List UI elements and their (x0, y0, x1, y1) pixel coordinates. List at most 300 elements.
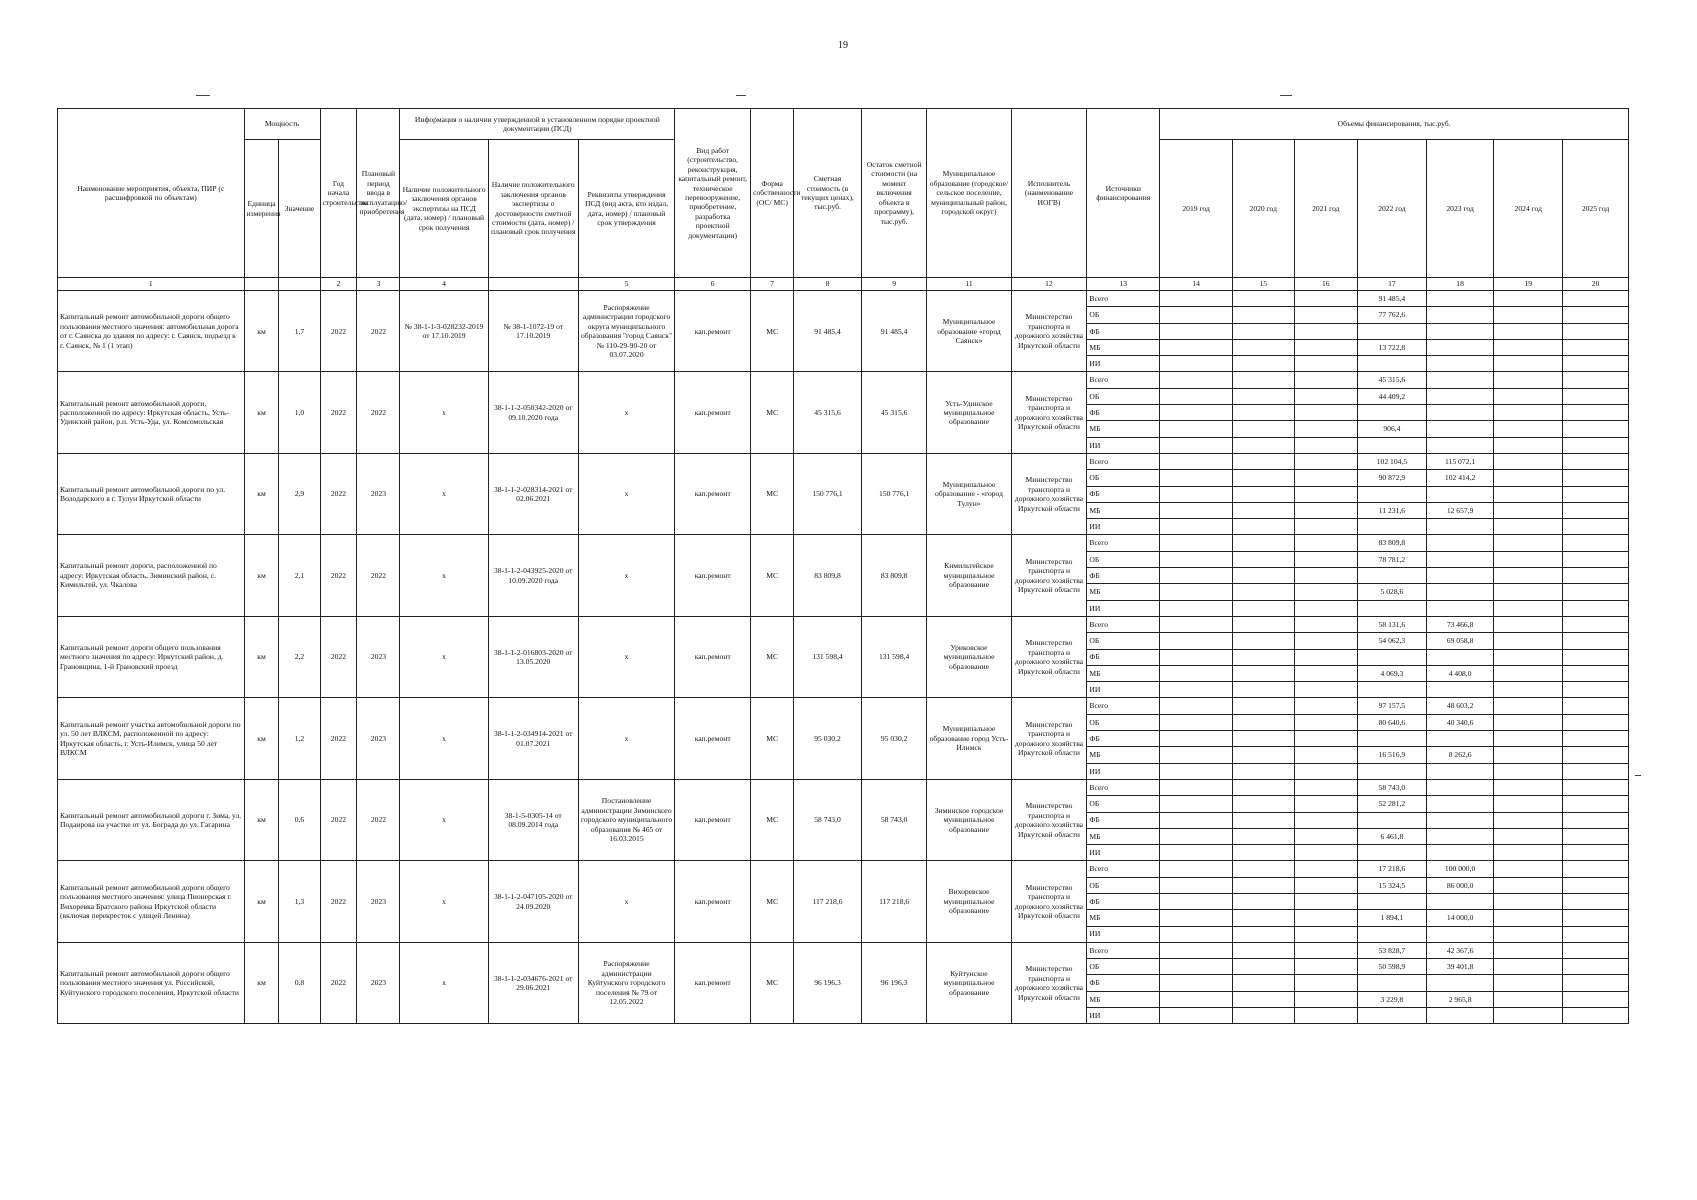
funding-source: ОБ (1087, 388, 1160, 404)
financing-amount (1494, 861, 1563, 877)
financing-amount (1294, 959, 1358, 975)
financing-amount: 39 401,8 (1426, 959, 1494, 975)
planned-period: 2023 (357, 942, 400, 1023)
ownership: МС (751, 942, 794, 1023)
ownership: МС (751, 453, 794, 534)
table-row (58, 291, 1629, 307)
financing-amount (1563, 698, 1629, 714)
financing-amount (1294, 665, 1358, 681)
financing-amount (1494, 665, 1563, 681)
column-index-cell: 3 (357, 278, 400, 291)
psd-approval: Распоряжение администрации Куйтунского городского поселения № 79 от 12.05.2022 (578, 942, 674, 1023)
table-row (58, 861, 1629, 877)
financing-amount (1294, 502, 1358, 518)
financing-amount (1160, 519, 1233, 535)
financing-amount (1233, 616, 1295, 632)
financing-amount: 54 062,3 (1358, 633, 1427, 649)
financing-amount (1426, 437, 1494, 453)
executor: Министерство транспорта и дорожного хозяйства Иркутской области (1011, 779, 1087, 860)
start-year: 2022 (320, 453, 357, 534)
column-index-row (58, 278, 1629, 291)
capacity-unit: км (244, 779, 279, 860)
financing-amount: 1 894,1 (1358, 910, 1427, 926)
financing-amount (1294, 633, 1358, 649)
cost-conclusion: 38-1-1-2-047105-2020 от 24.09.2020 (488, 861, 578, 942)
financing-amount (1494, 877, 1563, 893)
capacity-unit: км (244, 372, 279, 453)
financing-amount (1563, 649, 1629, 665)
capacity-unit: км (244, 942, 279, 1023)
financing-amount (1494, 698, 1563, 714)
financing-amount (1563, 502, 1629, 518)
column-index-cell: 17 (1358, 278, 1427, 291)
financing-amount: 45 315,6 (1358, 372, 1427, 388)
financing-amount (1233, 568, 1295, 584)
financing-amount: 100 000,0 (1426, 861, 1494, 877)
funding-source: ИИ (1087, 1008, 1160, 1024)
planned-period: 2022 (357, 291, 400, 372)
financing-amount (1233, 307, 1295, 323)
financing-amount (1160, 1008, 1233, 1024)
financing-amount (1563, 893, 1629, 909)
financing-amount (1233, 975, 1295, 991)
project-name: Капитальный ремонт автомобильной дороги общего пользования местного значения ул. Российской, Куйтунского городского поселения, Иркутской области (58, 942, 245, 1023)
financing-amount (1160, 861, 1233, 877)
project-name: Капитальный ремонт дороги, расположенной по адресу: Иркутская область, Зиминский район, с. Кимильтей, ул. Чкалова (58, 535, 245, 616)
column-index-cell: 18 (1426, 278, 1494, 291)
financing-amount (1494, 502, 1563, 518)
financing-amount (1563, 584, 1629, 600)
financing-amount (1160, 975, 1233, 991)
financing-amount (1160, 339, 1233, 355)
work-type: кап.ремонт (675, 861, 751, 942)
col-conclusion-header: Наличие положительного заключения органов экспертизы на ПСД (дата, номер) / плановый срок получения (400, 140, 488, 278)
financing-amount (1233, 812, 1295, 828)
financing-amount (1563, 812, 1629, 828)
financing-amount (1160, 356, 1233, 372)
start-year: 2022 (320, 616, 357, 697)
funding-source: ИИ (1087, 845, 1160, 861)
column-index-cell: 4 (400, 278, 488, 291)
financing-amount (1233, 959, 1295, 975)
financing-amount (1563, 779, 1629, 795)
capacity-value: 1,7 (279, 291, 320, 372)
funding-source: ИИ (1087, 682, 1160, 698)
col-year-header: 2022 год (1358, 140, 1427, 278)
funding-source: Всего (1087, 453, 1160, 469)
financing-amount (1160, 291, 1233, 307)
financing-amount: 17 218,6 (1358, 861, 1427, 877)
financing-amount (1294, 356, 1358, 372)
funding-source: ФБ (1087, 649, 1160, 665)
planned-period: 2023 (357, 698, 400, 779)
project-name: Капитальный ремонт автомобильной дороги, расположенной по адресу: Иркутская область, Усть-Удинский район, р.п. Усть-Уда, ул. Комсомольская (58, 372, 245, 453)
remaining-cost: 117 218,6 (861, 861, 927, 942)
planned-period: 2022 (357, 779, 400, 860)
financing-amount (1233, 519, 1295, 535)
financing-amount (1160, 502, 1233, 518)
col-psd-info-header: Информация о наличии утвержденной в установленном порядке проектной документации (ПСД) (400, 109, 675, 140)
work-type: кап.ремонт (675, 453, 751, 534)
ownership: МС (751, 861, 794, 942)
financing-amount (1294, 714, 1358, 730)
financing-amount (1160, 828, 1233, 844)
financing-amount (1160, 649, 1233, 665)
capacity-value: 1,3 (279, 861, 320, 942)
financing-amount (1563, 910, 1629, 926)
financing-amount (1426, 323, 1494, 339)
financing-amount (1426, 421, 1494, 437)
financing-amount (1160, 959, 1233, 975)
column-index-cell: 9 (861, 278, 927, 291)
financing-amount (1160, 991, 1233, 1007)
financing-amount (1294, 453, 1358, 469)
column-index-cell: 20 (1563, 278, 1629, 291)
financing-amount (1358, 486, 1427, 502)
financing-amount (1358, 519, 1427, 535)
ownership: МС (751, 372, 794, 453)
funding-source: ИИ (1087, 437, 1160, 453)
financing-amount (1233, 421, 1295, 437)
table-header (58, 109, 1629, 291)
capacity-value: 1,2 (279, 698, 320, 779)
financing-amount: 2 965,8 (1426, 991, 1494, 1007)
funding-source: ОБ (1087, 633, 1160, 649)
financing-amount (1563, 568, 1629, 584)
financing-amount (1294, 372, 1358, 388)
table-row (58, 453, 1629, 469)
financing-amount (1160, 600, 1233, 616)
col-ownership-header: Форма собственности (ОС/ МС) (751, 109, 794, 278)
funding-source: ИИ (1087, 926, 1160, 942)
financing-amount (1563, 714, 1629, 730)
financing-amount (1563, 682, 1629, 698)
financing-amount (1358, 405, 1427, 421)
capacity-unit: км (244, 616, 279, 697)
financing-amount (1233, 845, 1295, 861)
financing-amount (1160, 388, 1233, 404)
executor: Министерство транспорта и дорожного хозяйства Иркутской области (1011, 535, 1087, 616)
financing-amount (1494, 926, 1563, 942)
funding-source: МБ (1087, 502, 1160, 518)
remaining-cost: 58 743,0 (861, 779, 927, 860)
financing-amount: 48 603,2 (1426, 698, 1494, 714)
executor: Министерство транспорта и дорожного хозяйства Иркутской области (1011, 453, 1087, 534)
table-row (58, 535, 1629, 551)
financing-amount (1494, 763, 1563, 779)
executor: Министерство транспорта и дорожного хозяйства Иркутской области (1011, 291, 1087, 372)
positive-conclusion: № 38-1-1-3-028232-2019 от 17.10.2019 (400, 291, 488, 372)
municipality: Усть-Удинское муниципальное образование (927, 372, 1011, 453)
funding-source: ОБ (1087, 877, 1160, 893)
ownership: МС (751, 291, 794, 372)
positive-conclusion: х (400, 616, 488, 697)
positive-conclusion: х (400, 453, 488, 534)
column-index-cell: 14 (1160, 278, 1233, 291)
financing-amount (1494, 1008, 1563, 1024)
financing-amount (1494, 470, 1563, 486)
financing-amount (1294, 600, 1358, 616)
remaining-cost: 95 030,2 (861, 698, 927, 779)
capacity-value: 2,9 (279, 453, 320, 534)
financing-amount (1494, 486, 1563, 502)
funding-source: ОБ (1087, 959, 1160, 975)
financing-amount (1494, 747, 1563, 763)
col-year-header: 2025 год (1563, 140, 1629, 278)
project-name: Капитальный ремонт автомобильной дороги общего пользования местного значения: улица Пионерская г. Вихоревка Братского района Иркутской области (включая перекресток с улицей Ленина) (58, 861, 245, 942)
financing-amount (1358, 649, 1427, 665)
capacity-unit: км (244, 698, 279, 779)
col-unit-header: Единица измерения (244, 140, 279, 278)
financing-amount (1294, 519, 1358, 535)
financing-amount: 11 231,6 (1358, 502, 1427, 518)
financing-amount (1494, 796, 1563, 812)
planned-period: 2023 (357, 861, 400, 942)
col-executor-header: Исполнитель (наименование ИОГВ) (1011, 109, 1087, 278)
financing-amount (1233, 763, 1295, 779)
financing-amount (1233, 714, 1295, 730)
municipality: Кимильтейское муниципальное образование (927, 535, 1011, 616)
capacity-value: 0,8 (279, 942, 320, 1023)
financing-amount: 53 828,7 (1358, 942, 1427, 958)
financing-amount: 58 131,6 (1358, 616, 1427, 632)
financing-amount (1160, 910, 1233, 926)
ownership: МС (751, 779, 794, 860)
financing-amount (1563, 323, 1629, 339)
financing-amount (1494, 405, 1563, 421)
estimated-cost: 131 598,4 (794, 616, 862, 697)
project-name: Капитальный ремонт автомобильной дороги по ул. Володарского в г. Тулун Иркутской области (58, 453, 245, 534)
financing-amount (1233, 388, 1295, 404)
financing-amount (1426, 649, 1494, 665)
estimated-cost: 150 776,1 (794, 453, 862, 534)
funding-source: МБ (1087, 665, 1160, 681)
financing-amount (1563, 747, 1629, 763)
financing-amount: 52 281,2 (1358, 796, 1427, 812)
financing-amount (1358, 845, 1427, 861)
financing-amount (1294, 747, 1358, 763)
col-name-header: Наименование мероприятия, объекта, ПИР (с расшифровкой по объектам) (58, 109, 245, 278)
financing-amount (1160, 633, 1233, 649)
funding-source: ФБ (1087, 731, 1160, 747)
financing-amount (1563, 763, 1629, 779)
financing-amount (1294, 926, 1358, 942)
financing-amount (1494, 959, 1563, 975)
financing-amount (1426, 812, 1494, 828)
column-index-cell: 13 (1087, 278, 1160, 291)
financing-amount: 15 324,5 (1358, 877, 1427, 893)
col-start-year-header: Год начала строительства (320, 109, 357, 278)
financing-amount (1426, 405, 1494, 421)
financing-amount (1233, 649, 1295, 665)
capacity-value: 2,1 (279, 535, 320, 616)
financing-amount (1563, 486, 1629, 502)
financing-amount: 50 598,9 (1358, 959, 1427, 975)
financing-amount (1426, 356, 1494, 372)
financing-amount (1233, 779, 1295, 795)
column-index-cell: 12 (1011, 278, 1087, 291)
table-row (58, 698, 1629, 714)
financing-amount (1233, 893, 1295, 909)
ownership: МС (751, 698, 794, 779)
funding-source: ФБ (1087, 975, 1160, 991)
capacity-unit: км (244, 535, 279, 616)
work-type: кап.ремонт (675, 372, 751, 453)
cost-conclusion: 38-1-1-2-016803-2020 от 13.05.2020 (488, 616, 578, 697)
financing-amount (1233, 470, 1295, 486)
funding-source: МБ (1087, 910, 1160, 926)
financing-amount (1160, 877, 1233, 893)
financing-amount (1563, 372, 1629, 388)
financing-amount: 69 058,8 (1426, 633, 1494, 649)
municipality: Вихоревское муниципальное образование (927, 861, 1011, 942)
funding-source: ФБ (1087, 568, 1160, 584)
financing-amount (1160, 845, 1233, 861)
financing-amount (1294, 470, 1358, 486)
financing-amount (1233, 535, 1295, 551)
start-year: 2022 (320, 942, 357, 1023)
column-index-cell: 2 (320, 278, 357, 291)
funding-source: ИИ (1087, 356, 1160, 372)
start-year: 2022 (320, 535, 357, 616)
financing-amount (1160, 616, 1233, 632)
financing-amount (1294, 535, 1358, 551)
financing-amount: 14 000,0 (1426, 910, 1494, 926)
financing-amount (1494, 307, 1563, 323)
cost-conclusion: 38-1-1-2-034676-2021 от 29.06.2021 (488, 942, 578, 1023)
positive-conclusion: х (400, 535, 488, 616)
project-name: Капитальный ремонт автомобильной дороги общего пользования местного значения: автомобильная дорога от г. Саянска до здания по адресу: г. Саянск, подъезд к г. Саянск, № 1 (1 этап) (58, 291, 245, 372)
financing-amount (1294, 616, 1358, 632)
funding-source: МБ (1087, 828, 1160, 844)
estimated-cost: 91 485,4 (794, 291, 862, 372)
executor: Министерство транспорта и дорожного хозяйства Иркутской области (1011, 942, 1087, 1023)
financing-amount (1294, 893, 1358, 909)
financing-amount (1494, 372, 1563, 388)
financing-amount (1494, 845, 1563, 861)
financing-amount (1563, 339, 1629, 355)
financing-amount (1160, 568, 1233, 584)
col-year-header: 2023 год (1426, 140, 1494, 278)
page-number: 19 (838, 40, 848, 51)
col-value-header: Значение (279, 140, 320, 278)
financing-amount (1160, 535, 1233, 551)
financing-amount (1563, 861, 1629, 877)
financing-amount (1294, 682, 1358, 698)
municipality: Зиминское городское муниципальное образование (927, 779, 1011, 860)
financing-amount (1294, 910, 1358, 926)
planned-period: 2022 (357, 372, 400, 453)
financing-amount (1160, 698, 1233, 714)
financing-amount (1160, 779, 1233, 795)
financing-amount (1294, 307, 1358, 323)
work-type: кап.ремонт (675, 698, 751, 779)
funding-source: ОБ (1087, 551, 1160, 567)
work-type: кап.ремонт (675, 779, 751, 860)
psd-approval: Постановление администрации Зиминского городского муниципального образования № 465 от 16.03.2015 (578, 779, 674, 860)
funding-source: ИИ (1087, 763, 1160, 779)
financing-amount: 73 466,8 (1426, 616, 1494, 632)
financing-amount (1160, 584, 1233, 600)
col-estimated-cost-header: Сметная стоимость (в текущих ценах), тыс.руб. (794, 109, 862, 278)
funding-source: ФБ (1087, 812, 1160, 828)
psd-approval: х (578, 372, 674, 453)
financing-amount: 80 640,6 (1358, 714, 1427, 730)
remaining-cost: 96 196,3 (861, 942, 927, 1023)
col-year-header: 2020 год (1233, 140, 1295, 278)
col-approval-header: Реквизиты утверждения ПСД (вид акта, кто издал, дата, номер) / плановый срок утверждения (578, 140, 674, 278)
financing-amount (1426, 828, 1494, 844)
financing-amount: 78 781,2 (1358, 551, 1427, 567)
estimated-cost: 95 030,2 (794, 698, 862, 779)
financing-amount (1160, 421, 1233, 437)
financing-amount (1426, 519, 1494, 535)
scan-mark (736, 95, 746, 96)
estimated-cost: 83 809,8 (794, 535, 862, 616)
work-type: кап.ремонт (675, 535, 751, 616)
financing-amount (1563, 421, 1629, 437)
financing-amount (1294, 779, 1358, 795)
financing-amount (1563, 665, 1629, 681)
psd-approval: Распоряжение администрации городского округа муниципального образования "город Саянск" № 110-29-90-20 от 03.07.2020 (578, 291, 674, 372)
financing-amount (1294, 421, 1358, 437)
column-index-cell (488, 278, 578, 291)
funding-source: МБ (1087, 584, 1160, 600)
remaining-cost: 131 598,4 (861, 616, 927, 697)
funding-source: ОБ (1087, 470, 1160, 486)
financing-amount (1160, 551, 1233, 567)
financing-amount (1563, 388, 1629, 404)
financing-amount (1294, 828, 1358, 844)
estimated-cost: 45 315,6 (794, 372, 862, 453)
funding-source: ИИ (1087, 600, 1160, 616)
financing-amount (1494, 584, 1563, 600)
financing-amount (1233, 502, 1295, 518)
financing-amount (1294, 991, 1358, 1007)
financing-amount: 58 743,0 (1358, 779, 1427, 795)
financing-amount: 4 408,0 (1426, 665, 1494, 681)
funding-source: Всего (1087, 372, 1160, 388)
financing-amount (1294, 698, 1358, 714)
financing-amount (1358, 763, 1427, 779)
financing-amount (1233, 665, 1295, 681)
funding-source: Всего (1087, 535, 1160, 551)
financing-amount (1494, 551, 1563, 567)
financing-amount (1160, 942, 1233, 958)
financing-amount (1233, 437, 1295, 453)
financing-amount (1494, 714, 1563, 730)
column-index-cell: 1 (58, 278, 245, 291)
financing-amount (1233, 698, 1295, 714)
financing-amount: 12 657,9 (1426, 502, 1494, 518)
municipality: Муниципальное образование - «город Тулун» (927, 453, 1011, 534)
financing-amount (1233, 405, 1295, 421)
financing-amount (1494, 453, 1563, 469)
financing-amount (1494, 975, 1563, 991)
remaining-cost: 91 485,4 (861, 291, 927, 372)
financing-amount: 3 229,8 (1358, 991, 1427, 1007)
col-year-header: 2021 год (1294, 140, 1358, 278)
financing-amount (1358, 975, 1427, 991)
scan-mark (1635, 775, 1641, 776)
financing-amount (1494, 291, 1563, 307)
financing-amount (1563, 535, 1629, 551)
financing-amount (1426, 584, 1494, 600)
financing-amount: 77 762,6 (1358, 307, 1427, 323)
financing-amount (1563, 796, 1629, 812)
financing-amount (1160, 470, 1233, 486)
financing-amount (1160, 731, 1233, 747)
